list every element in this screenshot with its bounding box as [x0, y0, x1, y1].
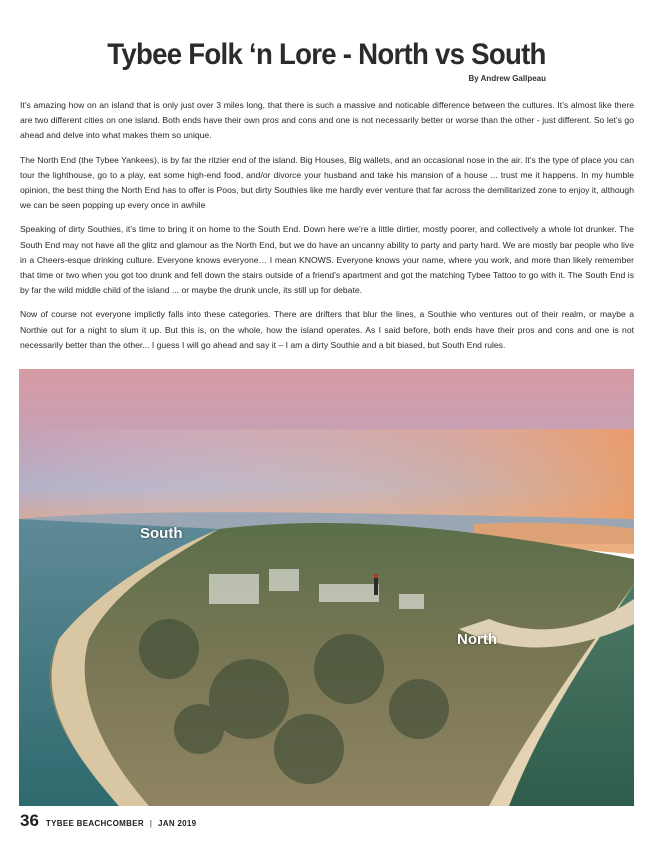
- article-body: [20, 98, 634, 362]
- aerial-photo: [19, 369, 634, 806]
- page-footer: [20, 811, 196, 831]
- byline: By Andrew Gallpeau: [468, 74, 546, 83]
- south-label: South: [140, 525, 183, 542]
- footer-separator: |: [149, 819, 152, 828]
- paragraph: It’s amazing how on an island that is only just over 3 miles long, that there is such a massive and noticable difference between the cultures. It’s almost like there are two different cities on one island. Both ends have their own pros and cons and one is not necessarily better or worse than the other - just different. So let’s go ahead and delve into what makes them so unique.: [20, 100, 634, 141]
- page-number: 36: [20, 811, 39, 830]
- paragraph: The North End (the Tybee Yankees), is by far the ritzier end of the island. Big Houses, Big wallets, and an occasional nose in the air. It’s the type of place you can tour the lighthouse, go to a play, eat some high-end food, and/or divorce your husband and take his mansion of a house ... trust me it happens. In my humble opinion, the best thing the North End has to offer is Poos, but dirty Southies like me hardly ever venture that far across the demilitarized zone to enjoy it, although we can be seen popping up every once in awhile: [20, 154, 634, 211]
- paragraph: Speaking of dirty Southies, it’s time to bring it on home to the South End. Down here we’re a little dirtier, mostly poorer, and collectively a whole lot drunker. The South End may not have all the glitz and glamour as the North End, but we do have an uncanny ability to party and party hard. We are mostly bar people who live in a Cheers-esque drinking culture. Everyone knows everyone… I mean KNOWS. Everyone knows your name, where you work, and more than likely remember that time or two when you got too drunk and fell down the stairs outside of a friend’s apartment and got the matching Tybee Tattoo to go with it. The South End is by far the wild middle child of the island ... or maybe the drunk uncle, its still up for debate.: [20, 224, 634, 296]
- paragraph: Now of course not everyone implictly falls into these categories. There are drifters that blur the lines, a Southie who ventures out of their realm, or maybe a Northie out for a night to slum it up. But this is, on the whole, how the island operates. As I said before, both ends have their pros and cons and one is not necessarily better than the other... I guess I will go ahead and say it – I am a dirty Southie and a bit biased, but South End rules.: [20, 309, 634, 350]
- north-label: North: [457, 631, 497, 648]
- publication-name: TYBEE BEACHCOMBER: [45, 819, 144, 828]
- article-title: Tybee Folk ‘n Lore - North vs South: [107, 38, 546, 71]
- issue-date: JAN 2019: [158, 819, 197, 828]
- aerial-island-illustration: [19, 369, 634, 806]
